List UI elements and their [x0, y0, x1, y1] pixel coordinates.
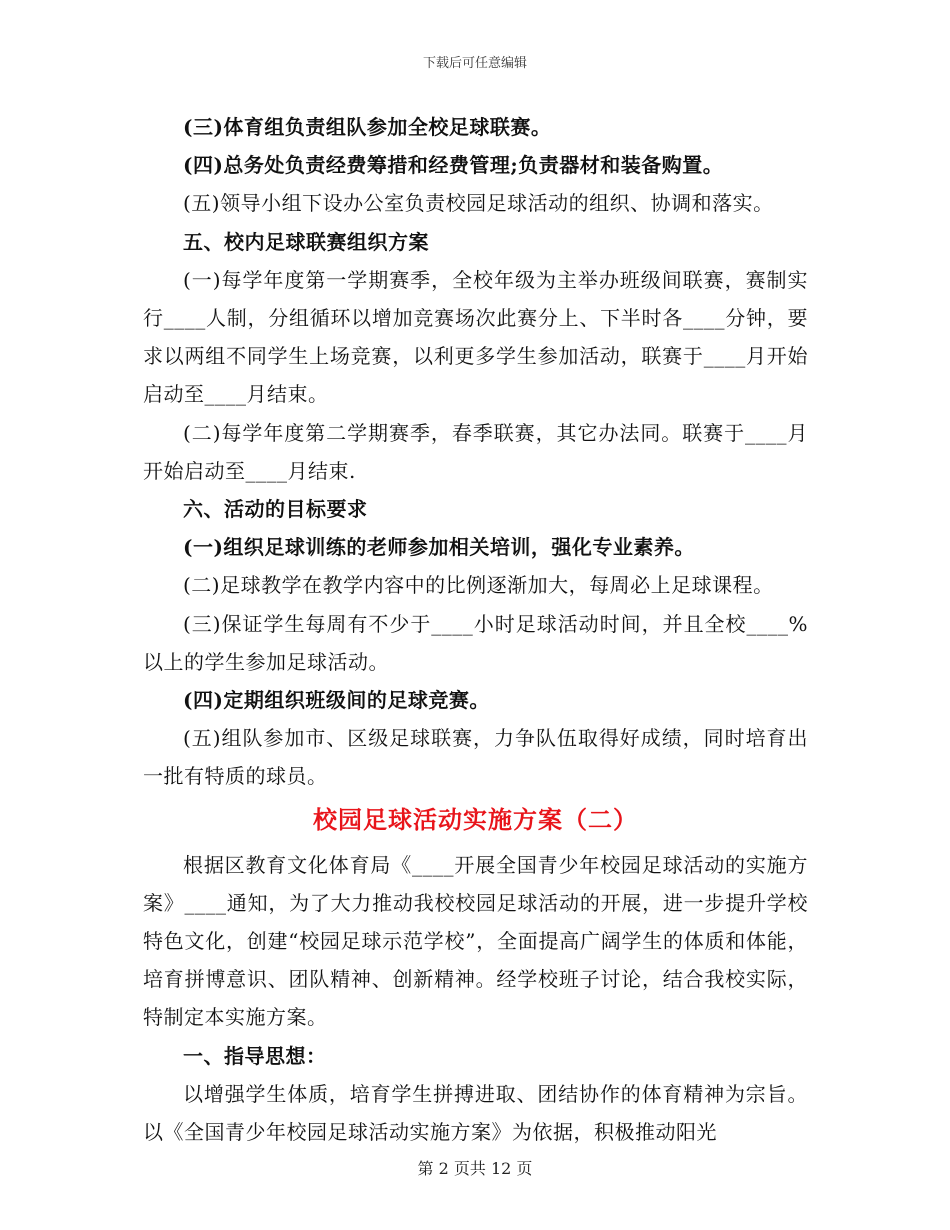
paragraph: (四)定期组织班级间的足球竞赛。 — [183, 688, 490, 713]
paragraph: (五)领导小组下设办公室负责校园足球活动的组织、协调和落实。 — [183, 191, 774, 216]
document-body — [143, 108, 808, 1151]
paragraph: (三)保证学生每周有不少于____小时足球活动时间，并且全校____%以上的学生参加足球活动。 — [143, 611, 808, 674]
paragraph: 以增强学生体质，培育学生拼搏进取、团结协作的体育精神为宗旨。以《全国青少年校园足球活动实施方案》为依据，积极推动阳光 — [143, 1081, 808, 1145]
section-heading: 六、活动的目标要求 — [183, 497, 368, 522]
paragraph: (一)组织足球训练的老师参加相关培训，强化专业素养。 — [183, 535, 695, 560]
section-heading: 一、指导思想： — [183, 1043, 327, 1068]
section-heading: 五、校内足球联赛组织方案 — [183, 229, 429, 254]
section-title: 校园足球活动实施方案（二） — [313, 804, 638, 834]
paragraph: (五)组队参加市、区级足球联赛，力争队伍取得好成绩，同时培育出一批有特质的球员。 — [143, 726, 808, 789]
page-header: 下载后可任意编辑 — [422, 56, 527, 71]
page-footer: 第 2 页共 12 页 — [417, 1159, 533, 1178]
paragraph: (二)每学年度第二学期赛季，春季联赛，其它办法同。联赛于____月开始启动至____月结束. — [143, 420, 808, 483]
paragraph: 根据区教育文化体育局《____开展全国青少年校园足球活动的实施方案》____通知，为了大力推动我校校园足球活动的开展，进一步提升学校特色文化，创建“校园足球示范学校”，全面提高广阔学生的体质和体能，培育拼博意识、团队精神、创新精神。经学校班子讨论，结合我校实际，特制定本实施方案。 — [143, 852, 808, 1030]
paragraph: (二)足球教学在教学内容中的比例逐渐加大，每周必上足球课程。 — [183, 573, 774, 598]
paragraph: (三)体育组负责组队参加全校足球联赛。 — [183, 115, 552, 139]
paragraph: (四)总务处负责经费筹措和经费管理;负责器材和装备购置。 — [183, 153, 724, 178]
paragraph: (一)每学年度第一学期赛季，全校年级为主举办班级间联赛，赛制实行____人制，分组循环以增加竞赛场次此赛分上、下半时各____分钟，要求以两组不同学生上场竞赛，以利更多学生参加活动，联赛于____月开始启动至____月结束。 — [143, 267, 808, 407]
